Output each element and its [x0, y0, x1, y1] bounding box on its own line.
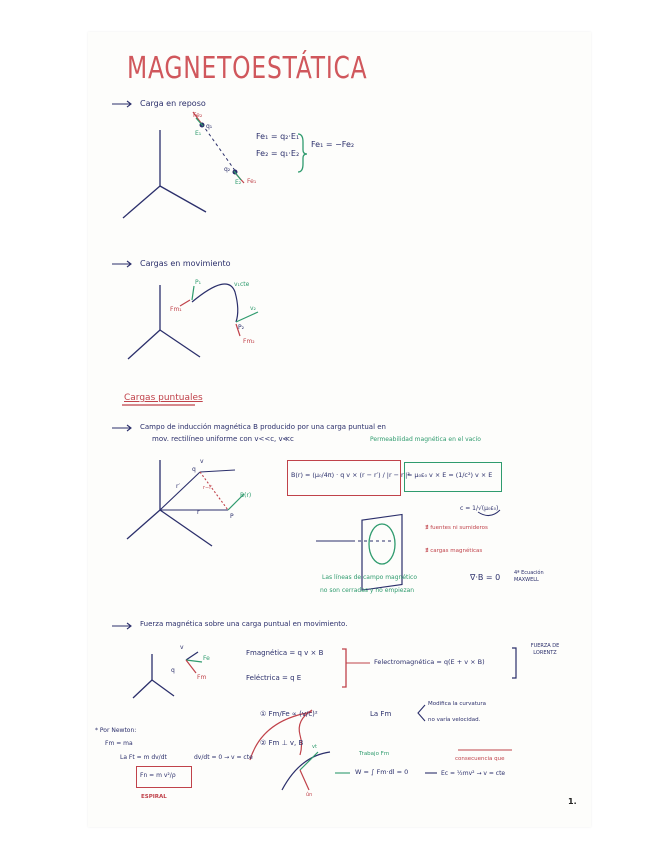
page-title: MAGNETOESTÁTICA: [127, 51, 368, 86]
work-label: Trabajo Fm: [359, 751, 390, 757]
c-definition: c = 1/√(μ₀ε₀): [460, 505, 499, 512]
f-magnetica: Fmagnética = q v × B: [246, 649, 324, 657]
eq-result: Fe₁ = −Fe₂: [311, 140, 355, 149]
label-r-minus: r−r′: [203, 485, 213, 491]
label-fm2: Fm₂: [243, 338, 255, 345]
axes-section1: [123, 130, 206, 218]
label-vt: vt: [312, 744, 317, 750]
label-v: v: [200, 458, 204, 465]
f-electrica: Feléctrica = q E: [246, 674, 302, 682]
radial-eq-1: La Ft = m dv/dt: [120, 754, 167, 761]
axes-section4: [133, 654, 174, 698]
label-b: B(r): [240, 492, 252, 499]
consequence: consecuencia que: [455, 756, 505, 762]
perp-eq: ② Fm ⊥ v, B: [260, 739, 304, 747]
label-un: ûn: [306, 792, 313, 798]
section3-heading: Cargas puntuales: [124, 393, 203, 403]
vectors-s4: [186, 652, 202, 673]
radial-eq-2: dv/dt = 0 → v = cte: [194, 754, 253, 761]
kinetic-eq: Ec = ½mv² → v = cte: [441, 770, 506, 777]
label-q: q: [192, 466, 196, 473]
main-formula: B(r) = (μ₀/4π) · q v × (r − r′) / |r − r′|³: [291, 471, 410, 479]
trajectory-section2: [192, 284, 238, 322]
maxwell-note: 4ª Ecuación MAXWELL: [514, 570, 544, 583]
label-vb: v: [180, 644, 184, 651]
label-fm: Fm: [197, 674, 207, 681]
divergence-eq: ∇·B = 0: [470, 573, 501, 582]
f-electromagnetica: Felectromagnética = q(E + v × B): [374, 658, 485, 666]
fn-eq: Fn = m v²/ρ: [140, 772, 176, 779]
fm-note-2: no varía velocidad.: [428, 717, 481, 723]
brace-section4a: [342, 649, 346, 687]
label-e2: E₂: [235, 179, 242, 186]
newton-heading: * Por Newton:: [95, 727, 137, 734]
lorentz-label: FUERZA DE LORENTZ: [530, 643, 560, 656]
note-no-charges: ∄ cargas magnéticas: [425, 548, 483, 554]
field-lines-note-1: Las líneas de campo magnético: [322, 574, 418, 581]
label-fm1: Fm₁: [170, 306, 182, 313]
label-fe: Fe: [203, 655, 210, 662]
label-v2: v₂: [250, 305, 256, 312]
permeability-note: Permeabilidad magnética en el vacío: [370, 436, 481, 443]
section4-heading: Fuerza magnética sobre una carga puntual en movimiento.: [140, 620, 348, 628]
label-r-prime: r′: [176, 483, 180, 490]
newton-eq: Fm = ma: [105, 740, 133, 747]
label-fe1: Fe₁: [247, 178, 257, 185]
label-fe2: Fe₂: [193, 112, 203, 119]
section3-intro-1: Campo de inducción magnética B producido por una carga puntual en: [140, 423, 386, 431]
label-q1: q₁: [206, 123, 213, 130]
eq-fe2: Fe₂ = q₁·E₂: [256, 149, 300, 158]
formula-equiv: = μ₀ε₀ v × E = (1/c²) v × E: [407, 471, 493, 479]
label-q2: q₂: [224, 166, 231, 173]
label-r: r: [197, 509, 200, 516]
section3-intro-2: mov. rectilíneo uniforme con v<<c, v≪c: [152, 435, 294, 443]
field-lines-note-2: no son cerradas y no empiezan: [320, 587, 415, 594]
page-number: 1.: [568, 797, 577, 806]
fm-vectors-s2: [180, 300, 240, 336]
dashed-line-charges: [202, 124, 236, 172]
vectors-s3: [160, 470, 235, 510]
label-p2: P₂: [238, 324, 245, 331]
fm-note-1: Modifica la curvatura: [428, 701, 487, 707]
spiral-label: ESPIRAL: [141, 794, 167, 800]
section2-heading: Cargas en movimiento: [140, 259, 231, 268]
eq-fe1: Fe₁ = q₂·E₁: [256, 132, 300, 141]
arrow-section1: [112, 101, 131, 107]
v-vectors-s2: [192, 286, 258, 322]
label-e1: E₁: [195, 130, 202, 137]
label-p: P: [230, 513, 234, 520]
section1-heading: Carga en reposo: [140, 99, 206, 108]
fm-arrow: La Fm: [370, 710, 392, 718]
work-eq: W = ∫ Fm·dl = 0: [355, 768, 409, 776]
label-p1: P₁: [195, 279, 202, 286]
note-no-sources: ∄ fuentes ni sumideros: [425, 525, 488, 531]
axes-section2: [128, 285, 200, 359]
label-v1: v₁cte: [234, 281, 250, 288]
ratio-eq: ① Fm/Fe ∝ (v/c)²: [260, 710, 318, 718]
brace-section1: [298, 134, 307, 172]
label-q-s4: q: [171, 667, 175, 674]
